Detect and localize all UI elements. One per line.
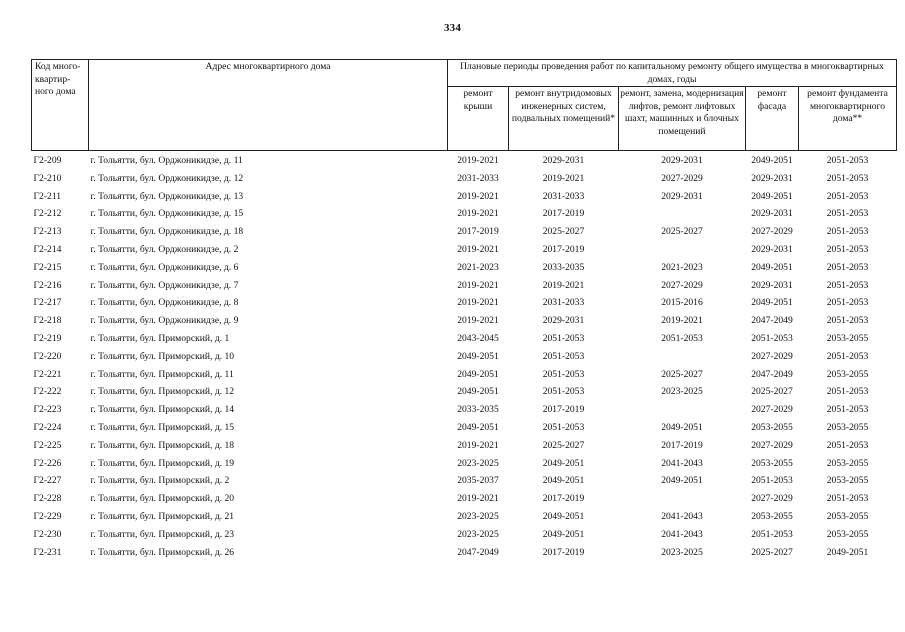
cell-roof: 2019-2021 bbox=[457, 208, 499, 220]
cell-foundation: 2051-2053 bbox=[826, 297, 869, 309]
cell-facade: 2053-2055 bbox=[751, 421, 793, 433]
cell-foundation: 2053-2055 bbox=[826, 332, 869, 344]
cell-facade: 2051-2053 bbox=[751, 528, 793, 540]
cell-code: Г2-231 bbox=[33, 546, 62, 558]
cell-facade: 2025-2027 bbox=[751, 546, 793, 558]
cell-elevators: 2029-2031 bbox=[661, 190, 703, 202]
cell-foundation: 2053-2055 bbox=[826, 528, 869, 540]
cell-facade: 2047-2049 bbox=[751, 368, 793, 380]
cell-elevators: 2041-2043 bbox=[661, 510, 703, 522]
cell-foundation: 2051-2053 bbox=[826, 190, 869, 202]
cell-code: Г2-226 bbox=[33, 457, 62, 469]
cell-code: Г2-224 bbox=[33, 421, 62, 433]
table-row bbox=[32, 312, 897, 330]
cell-roof: 2019-2021 bbox=[457, 315, 499, 327]
cell-elevators bbox=[619, 401, 746, 419]
cell-engineering: 2051-2053 bbox=[542, 350, 585, 362]
cell-foundation: 2051-2053 bbox=[826, 350, 869, 362]
cell-address: г. Тольятти, бул. Приморский, д. 21 bbox=[90, 510, 235, 522]
cell-engineering: 2017-2019 bbox=[542, 493, 585, 505]
cell-elevators: 2017-2019 bbox=[661, 439, 703, 451]
cell-code: Г2-216 bbox=[33, 279, 62, 291]
cell-roof: 2019-2021 bbox=[457, 243, 499, 255]
cell-engineering: 2049-2051 bbox=[542, 510, 585, 522]
cell-engineering: 2019-2021 bbox=[542, 172, 585, 184]
cell-facade: 2029-2031 bbox=[751, 208, 793, 220]
cell-foundation: 2051-2053 bbox=[826, 226, 869, 238]
cell-address: г. Тольятти, бул. Орджоникидзе, д. 6 bbox=[90, 261, 239, 273]
cell-elevators: 2019-2021 bbox=[661, 315, 703, 327]
table-body bbox=[32, 151, 897, 562]
table-row bbox=[32, 401, 897, 419]
cell-roof: 2021-2023 bbox=[457, 261, 499, 273]
table-row bbox=[32, 455, 897, 473]
cell-engineering: 2051-2053 bbox=[542, 332, 585, 344]
table-row bbox=[32, 508, 897, 526]
cell-foundation: 2053-2055 bbox=[826, 475, 869, 487]
table-row bbox=[32, 151, 897, 170]
cell-foundation: 2051-2053 bbox=[826, 155, 869, 166]
cell-engineering: 2051-2053 bbox=[542, 368, 585, 380]
table-row bbox=[32, 348, 897, 366]
cell-engineering: 2033-2035 bbox=[542, 261, 585, 273]
cell-roof: 2049-2051 bbox=[457, 386, 499, 398]
cell-roof: 2023-2025 bbox=[457, 457, 499, 469]
cell-address: г. Тольятти, бул. Орджоникидзе, д. 11 bbox=[90, 155, 243, 166]
cell-roof: 2019-2021 bbox=[457, 439, 499, 451]
cell-code: Г2-230 bbox=[33, 528, 62, 540]
header-code: Код много-квартир-ного дома bbox=[32, 60, 89, 151]
cell-engineering: 2049-2051 bbox=[542, 475, 585, 487]
table-row bbox=[32, 294, 897, 312]
cell-elevators: 2027-2029 bbox=[661, 279, 703, 291]
cell-address: г. Тольятти, бул. Приморский, д. 2 bbox=[90, 475, 230, 487]
cell-elevators bbox=[619, 348, 746, 366]
header-foundation: ремонт фундамента многоквартирного дома** bbox=[799, 87, 897, 151]
cell-code: Г2-221 bbox=[33, 368, 62, 380]
cell-engineering: 2029-2031 bbox=[542, 315, 585, 327]
cell-elevators: 2023-2025 bbox=[661, 386, 703, 398]
cell-foundation: 2051-2053 bbox=[826, 404, 869, 416]
table-row bbox=[32, 241, 897, 259]
header-facade: ремонт фасада bbox=[746, 87, 799, 151]
cell-engineering: 2029-2031 bbox=[542, 155, 585, 166]
cell-foundation: 2049-2051 bbox=[826, 546, 869, 558]
table-row bbox=[32, 544, 897, 562]
cell-code: Г2-228 bbox=[33, 493, 62, 505]
cell-code: Г2-218 bbox=[33, 315, 62, 327]
cell-elevators: 2041-2043 bbox=[661, 528, 703, 540]
table-header bbox=[32, 60, 897, 151]
cell-elevators: 2041-2043 bbox=[661, 457, 703, 469]
cell-roof: 2049-2051 bbox=[457, 421, 499, 433]
table-row bbox=[32, 205, 897, 223]
page-number: 334 bbox=[443, 22, 462, 34]
table-row bbox=[32, 437, 897, 455]
cell-facade: 2053-2055 bbox=[751, 457, 793, 469]
cell-roof: 2035-2037 bbox=[457, 475, 499, 487]
cell-address: г. Тольятти, бул. Приморский, д. 14 bbox=[90, 404, 235, 416]
header-periods: Плановые периоды проведения работ по капитальному ремонту общего имущества в многоквартирных домах, годы bbox=[448, 60, 897, 87]
cell-address: г. Тольятти, бул. Орджоникидзе, д. 2 bbox=[90, 243, 239, 255]
cell-roof: 2033-2035 bbox=[457, 404, 499, 416]
cell-facade: 2049-2051 bbox=[751, 190, 793, 202]
cell-address: г. Тольятти, бул. Приморский, д. 12 bbox=[90, 386, 235, 398]
cell-roof: 2049-2051 bbox=[457, 350, 499, 362]
table-row bbox=[32, 259, 897, 277]
cell-facade: 2047-2049 bbox=[751, 315, 793, 327]
cell-facade: 2027-2029 bbox=[751, 226, 793, 238]
table-row bbox=[32, 472, 897, 490]
cell-foundation: 2051-2053 bbox=[826, 261, 869, 273]
cell-roof: 2019-2021 bbox=[457, 493, 499, 505]
cell-foundation: 2053-2055 bbox=[826, 510, 869, 522]
cell-facade: 2029-2031 bbox=[751, 279, 793, 291]
table-row bbox=[32, 223, 897, 241]
cell-address: г. Тольятти, бул. Орджоникидзе, д. 12 bbox=[90, 172, 244, 184]
cell-address: г. Тольятти, бул. Приморский, д. 15 bbox=[90, 421, 235, 433]
cell-foundation: 2051-2053 bbox=[826, 493, 869, 505]
cell-address: г. Тольятти, бул. Орджоникидзе, д. 18 bbox=[90, 226, 244, 238]
cell-facade: 2029-2031 bbox=[751, 172, 793, 184]
cell-code: Г2-215 bbox=[33, 261, 62, 273]
cell-roof: 2019-2021 bbox=[457, 279, 499, 291]
cell-elevators: 2049-2051 bbox=[661, 475, 703, 487]
header-elevators: ремонт, замена, модернизация лифтов, ремонт лифтовых шахт, машинных и блочных помещений bbox=[619, 87, 746, 151]
cell-foundation: 2051-2053 bbox=[826, 208, 869, 220]
cell-roof: 2019-2021 bbox=[457, 155, 499, 166]
cell-address: г. Тольятти, бул. Орджоникидзе, д. 8 bbox=[90, 297, 239, 309]
cell-elevators bbox=[619, 241, 746, 259]
cell-foundation: 2051-2053 bbox=[826, 315, 869, 327]
cell-address: г. Тольятти, бул. Приморский, д. 26 bbox=[90, 546, 235, 558]
cell-elevators: 2049-2051 bbox=[661, 421, 703, 433]
cell-elevators: 2023-2025 bbox=[661, 546, 703, 558]
cell-facade: 2025-2027 bbox=[751, 386, 793, 398]
header-address: Адрес многоквартирного дома bbox=[89, 60, 448, 151]
table-row bbox=[32, 419, 897, 437]
cell-code: Г2-223 bbox=[33, 404, 62, 416]
cell-code: Г2-209 bbox=[33, 155, 62, 166]
cell-roof: 2049-2051 bbox=[457, 368, 499, 380]
cell-facade: 2027-2029 bbox=[751, 350, 793, 362]
cell-elevators: 2051-2053 bbox=[661, 332, 703, 344]
cell-engineering: 2019-2021 bbox=[542, 279, 585, 291]
cell-roof: 2019-2021 bbox=[457, 190, 499, 202]
cell-roof: 2023-2025 bbox=[457, 510, 499, 522]
table-row bbox=[32, 170, 897, 188]
cell-engineering: 2051-2053 bbox=[542, 421, 585, 433]
cell-code: Г2-211 bbox=[33, 190, 62, 202]
table-row bbox=[32, 526, 897, 544]
cell-elevators: 2025-2027 bbox=[661, 226, 703, 238]
cell-address: г. Тольятти, бул. Приморский, д. 10 bbox=[90, 350, 235, 362]
header-roof: ремонт крыши bbox=[448, 87, 509, 151]
cell-foundation: 2051-2053 bbox=[826, 386, 869, 398]
cell-address: г. Тольятти, бул. Приморский, д. 11 bbox=[90, 368, 234, 380]
cell-roof: 2031-2033 bbox=[457, 172, 499, 184]
cell-code: Г2-213 bbox=[33, 226, 62, 238]
cell-address: г. Тольятти, бул. Орджоникидзе, д. 13 bbox=[90, 190, 244, 202]
cell-elevators: 2021-2023 bbox=[661, 261, 703, 273]
cell-facade: 2049-2051 bbox=[751, 261, 793, 273]
cell-foundation: 2051-2053 bbox=[826, 172, 869, 184]
cell-engineering: 2017-2019 bbox=[542, 243, 585, 255]
cell-code: Г2-220 bbox=[33, 350, 62, 362]
cell-elevators: 2015-2016 bbox=[661, 297, 703, 309]
cell-roof: 2019-2021 bbox=[457, 297, 499, 309]
table-row bbox=[32, 188, 897, 206]
table-row bbox=[32, 277, 897, 295]
cell-engineering: 2031-2033 bbox=[542, 190, 585, 202]
cell-facade: 2027-2029 bbox=[751, 404, 793, 416]
table-row bbox=[32, 490, 897, 508]
cell-address: г. Тольятти, бул. Орджоникидзе, д. 15 bbox=[90, 208, 244, 220]
cell-roof: 2047-2049 bbox=[457, 546, 499, 558]
cell-elevators: 2029-2031 bbox=[661, 155, 703, 166]
cell-roof: 2017-2019 bbox=[457, 226, 499, 238]
cell-address: г. Тольятти, бул. Орджоникидзе, д. 9 bbox=[90, 315, 239, 327]
cell-foundation: 2051-2053 bbox=[826, 279, 869, 291]
cell-code: Г2-217 bbox=[33, 297, 62, 309]
cell-foundation: 2051-2053 bbox=[826, 439, 869, 451]
cell-facade: 2053-2055 bbox=[751, 510, 793, 522]
table-row bbox=[32, 383, 897, 401]
cell-facade: 2051-2053 bbox=[751, 332, 793, 344]
cell-address: г. Тольятти, бул. Приморский, д. 19 bbox=[90, 457, 235, 469]
cell-foundation: 2053-2055 bbox=[826, 421, 869, 433]
cell-engineering: 2017-2019 bbox=[542, 546, 585, 558]
cell-address: г. Тольятти, бул. Орджоникидзе, д. 7 bbox=[90, 279, 239, 291]
cell-roof: 2023-2025 bbox=[457, 528, 499, 540]
cell-code: Г2-210 bbox=[33, 172, 62, 184]
cell-code: Г2-222 bbox=[33, 386, 62, 398]
cell-facade: 2049-2051 bbox=[751, 297, 793, 309]
cell-elevators bbox=[619, 205, 746, 223]
cell-foundation: 2053-2055 bbox=[826, 368, 869, 380]
cell-elevators bbox=[619, 490, 746, 508]
table-row bbox=[32, 330, 897, 348]
cell-facade: 2027-2029 bbox=[751, 439, 793, 451]
cell-engineering: 2051-2053 bbox=[542, 386, 585, 398]
cell-address: г. Тольятти, бул. Приморский, д. 1 bbox=[90, 332, 230, 344]
capital-repair-table bbox=[31, 59, 897, 561]
cell-engineering: 2031-2033 bbox=[542, 297, 585, 309]
cell-engineering: 2017-2019 bbox=[542, 404, 585, 416]
cell-facade: 2029-2031 bbox=[751, 243, 793, 255]
cell-foundation: 2053-2055 bbox=[826, 457, 869, 469]
cell-address: г. Тольятти, бул. Приморский, д. 23 bbox=[90, 528, 235, 540]
cell-code: Г2-212 bbox=[33, 208, 62, 220]
cell-code: Г2-219 bbox=[33, 332, 62, 344]
cell-foundation: 2051-2053 bbox=[826, 243, 869, 255]
cell-engineering: 2025-2027 bbox=[542, 226, 585, 238]
cell-code: Г2-229 bbox=[33, 510, 62, 522]
cell-facade: 2051-2053 bbox=[751, 475, 793, 487]
cell-facade: 2049-2051 bbox=[751, 155, 793, 166]
header-engineering: ремонт внутридомовых инженерных систем, подвальных помещений* bbox=[509, 87, 619, 151]
cell-roof: 2043-2045 bbox=[457, 332, 499, 344]
cell-code: Г2-227 bbox=[33, 475, 62, 487]
cell-engineering: 2025-2027 bbox=[542, 439, 585, 451]
cell-code: Г2-225 bbox=[33, 439, 62, 451]
cell-elevators: 2025-2027 bbox=[661, 368, 703, 380]
cell-engineering: 2049-2051 bbox=[542, 528, 585, 540]
table-row bbox=[32, 366, 897, 384]
cell-engineering: 2017-2019 bbox=[542, 208, 585, 220]
cell-engineering: 2049-2051 bbox=[542, 457, 585, 469]
cell-elevators: 2027-2029 bbox=[661, 172, 703, 184]
cell-facade: 2027-2029 bbox=[751, 493, 793, 505]
cell-address: г. Тольятти, бул. Приморский, д. 18 bbox=[90, 439, 235, 451]
cell-code: Г2-214 bbox=[33, 243, 62, 255]
cell-address: г. Тольятти, бул. Приморский, д. 20 bbox=[90, 493, 235, 505]
